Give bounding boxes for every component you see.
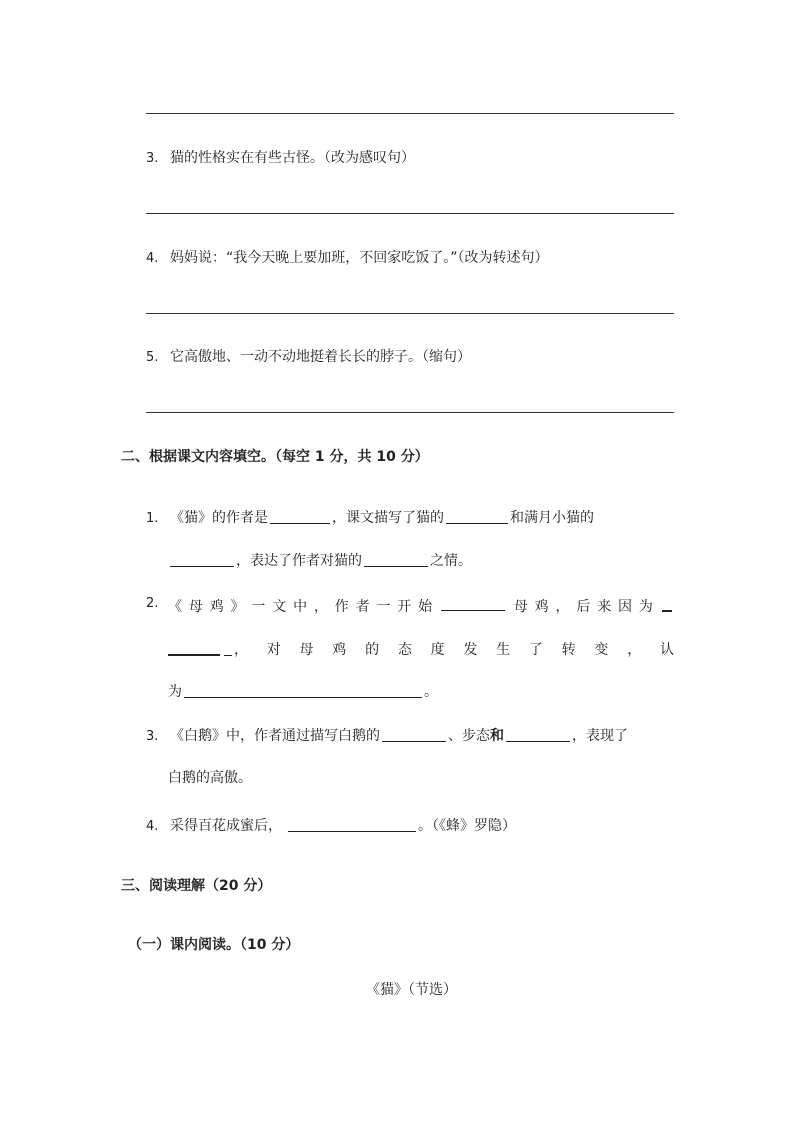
item-number: 3.: [146, 151, 159, 166]
answer-line[interactable]: [146, 113, 674, 114]
question-text: 和: [490, 728, 504, 744]
fill-blank[interactable]: [662, 596, 672, 612]
question-text: 。（《蜂》罗隐）: [418, 818, 516, 834]
question-text: 《白鹅》中，作者通过描写白鹅的: [170, 728, 380, 744]
question-char: 鸡: [534, 599, 549, 615]
fill-blank[interactable]: [184, 683, 422, 698]
passage-title: 《猫》（节选）: [366, 982, 457, 998]
question-text: 采得百花成蜜后，: [170, 818, 282, 834]
question-text: 、步态: [448, 728, 490, 744]
fill-question-4: [146, 815, 516, 835]
question-char: ，: [234, 642, 248, 658]
question-char: 母: [513, 599, 528, 615]
question-char: 生: [496, 642, 511, 658]
item-number: 4.: [146, 251, 159, 266]
fill-blank[interactable]: [441, 596, 505, 611]
question-char: 对: [266, 642, 281, 658]
rewrite-item: [146, 147, 415, 167]
subsection-heading: （一）课内阅读。（10 分）: [128, 937, 300, 953]
question-char: 文: [272, 599, 287, 615]
fill-question-3-line2: 白鹅的高傲。: [168, 770, 252, 786]
question-char: 作: [334, 599, 349, 615]
question-char: 母: [299, 642, 314, 658]
question-char: 的: [365, 642, 380, 658]
answer-line[interactable]: [146, 412, 674, 413]
fill-blank[interactable]: [446, 509, 508, 524]
question-char: 态: [397, 642, 412, 658]
question-char: 度: [430, 642, 445, 658]
question-char: 母: [188, 599, 203, 615]
item-number: 5.: [146, 350, 159, 365]
rewrite-item: [146, 346, 471, 366]
question-char: 了: [528, 642, 543, 658]
question-char: 鸡: [209, 599, 224, 615]
question-text: 为: [168, 684, 182, 700]
question-char: 来: [597, 599, 612, 615]
rewrite-item: [146, 247, 549, 267]
question-text: 《猫》的作者是: [170, 510, 268, 526]
question-char: 变: [594, 642, 609, 658]
question-char: 认: [659, 642, 674, 658]
item-text: 猫的性格实在有些古怪。（改为感叹句）: [170, 150, 415, 166]
blank-group: [168, 639, 248, 659]
question-char: 》: [230, 599, 245, 615]
question-char: 中: [293, 599, 308, 615]
fill-question-1: [146, 507, 594, 527]
item-text: 妈妈说：“我今天晚上要加班，不回家吃饭了。”（改为转述句）: [170, 250, 549, 266]
fill-blank[interactable]: [270, 509, 330, 524]
answer-line[interactable]: [146, 313, 674, 314]
question-char: 一: [251, 599, 266, 615]
fill-question-1-line2: [168, 550, 472, 570]
question-char: 一: [376, 599, 391, 615]
question-char: 《: [168, 599, 182, 615]
fill-blank[interactable]: [364, 552, 428, 567]
item-number: 2.: [146, 596, 159, 611]
question-text: ，表现了: [572, 728, 628, 744]
item-number: 4.: [146, 819, 159, 834]
fill-blank[interactable]: [288, 817, 416, 832]
question-char: 发: [463, 642, 478, 658]
question-text: ，课文描写了猫的: [332, 510, 444, 526]
question-text: ，表达了作者对猫的: [236, 553, 362, 569]
question-char: 转: [561, 642, 576, 658]
item-text: 它高傲地、一动不动地挺着长长的脖子。（缩句）: [170, 349, 471, 365]
question-char: 始: [418, 599, 433, 615]
question-char: 为: [638, 599, 653, 615]
fill-blank[interactable]: [382, 727, 446, 742]
section-heading: 三、阅读理解（20 分）: [121, 878, 272, 894]
question-char: ，: [555, 599, 570, 615]
fill-question-2-line1: [168, 596, 674, 616]
question-char: 鸡: [332, 642, 347, 658]
section-heading: 二、根据课文内容填空。（每空 1 分，共 10 分）: [121, 449, 429, 465]
question-text: 。: [424, 684, 438, 700]
question-text: 之情。: [430, 553, 472, 569]
fill-blank[interactable]: [168, 640, 220, 656]
question-char: 者: [355, 599, 370, 615]
fill-question-3: [146, 725, 628, 745]
question-char: 后: [576, 599, 591, 615]
question-char: 开: [397, 599, 412, 615]
question-text: 和满月小猫的: [510, 510, 594, 526]
fill-blank[interactable]: [506, 727, 570, 742]
question-char: ，: [627, 642, 642, 658]
answer-line[interactable]: [146, 213, 674, 214]
fill-question-2-line2: [168, 639, 674, 659]
question-char: 因: [618, 599, 633, 615]
item-number: 3.: [146, 729, 159, 744]
item-number: 1.: [146, 511, 159, 526]
fill-blank[interactable]: [170, 552, 234, 567]
fill-blank[interactable]: [224, 641, 232, 656]
fill-question-2-line3: [168, 681, 438, 701]
question-char: ，: [313, 599, 328, 615]
